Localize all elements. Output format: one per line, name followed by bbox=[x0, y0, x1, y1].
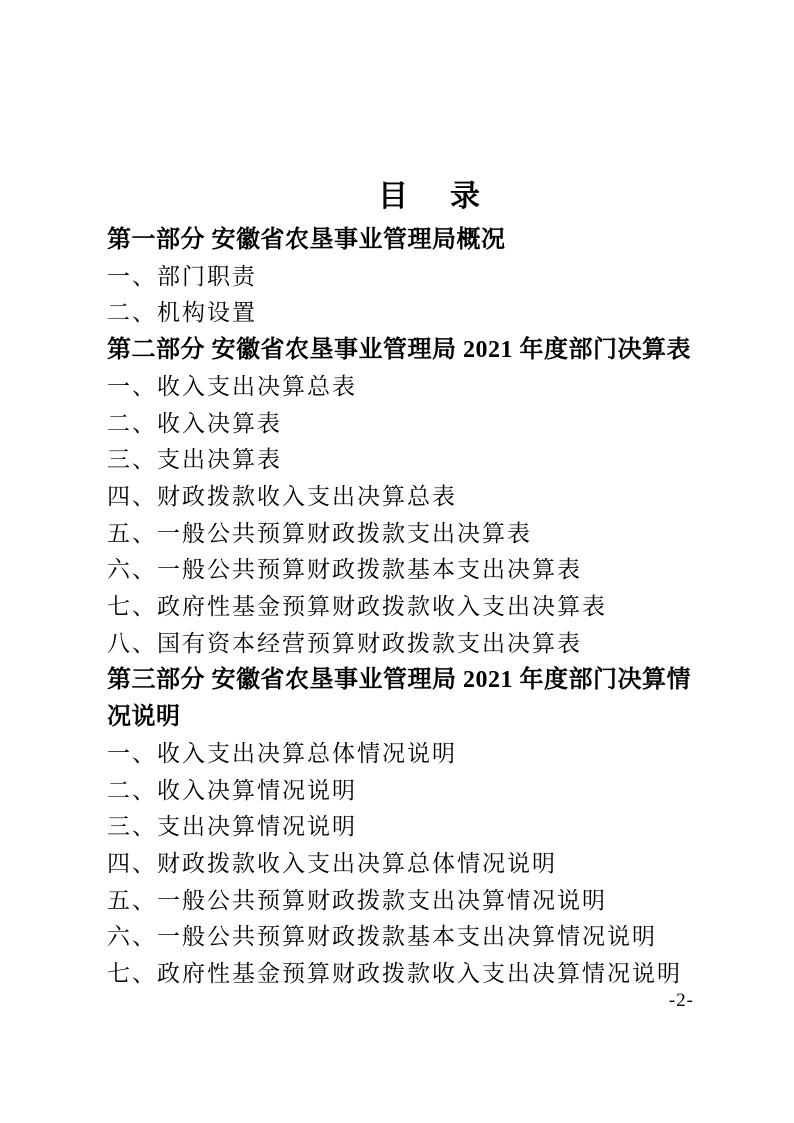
toc-item: 四、财政拨款收入支出决算总体情况说明 bbox=[107, 850, 557, 876]
toc-item: 七、政府性基金预算财政拨款收入支出决算情况说明 bbox=[107, 961, 682, 987]
toc-item: 六、一般公共预算财政拨款基本支出决算表 bbox=[107, 557, 582, 583]
toc-item: 一、部门职责 bbox=[107, 263, 257, 289]
toc-item: 五、一般公共预算财政拨款支出决算表 bbox=[107, 520, 532, 546]
toc-item: 二、机构设置 bbox=[107, 300, 257, 326]
toc-item: 三、支出决算情况说明 bbox=[107, 814, 357, 840]
toc-item: 三、支出决算表 bbox=[107, 447, 282, 473]
toc-item: 一、收入支出决算总体情况说明 bbox=[107, 740, 457, 766]
table-of-contents bbox=[107, 222, 703, 993]
toc-section-heading: 第二部分 安徽省农垦事业管理局 2021 年度部门决算表 bbox=[107, 337, 691, 364]
toc-item: 二、收入决算表 bbox=[107, 410, 282, 436]
page-title: 目 录 bbox=[378, 180, 486, 213]
toc-item: 一、收入支出决算总表 bbox=[107, 373, 357, 399]
toc-item: 二、收入决算情况说明 bbox=[107, 777, 357, 803]
toc-section-heading: 第一部分 安徽省农垦事业管理局概况 bbox=[107, 227, 506, 253]
toc-item: 七、政府性基金预算财政拨款收入支出决算表 bbox=[107, 594, 607, 620]
toc-item: 八、国有资本经营预算财政拨款支出决算表 bbox=[107, 630, 582, 656]
toc-section-heading: 第三部分 安徽省农垦事业管理局 2021 年度部门决算情况说明 bbox=[107, 667, 691, 731]
page-number: -2- bbox=[668, 990, 694, 1011]
toc-item: 五、一般公共预算财政拨款支出决算情况说明 bbox=[107, 887, 607, 913]
toc-item: 六、一般公共预算财政拨款基本支出决算情况说明 bbox=[107, 924, 657, 950]
toc-item: 四、财政拨款收入支出决算总表 bbox=[107, 483, 457, 509]
